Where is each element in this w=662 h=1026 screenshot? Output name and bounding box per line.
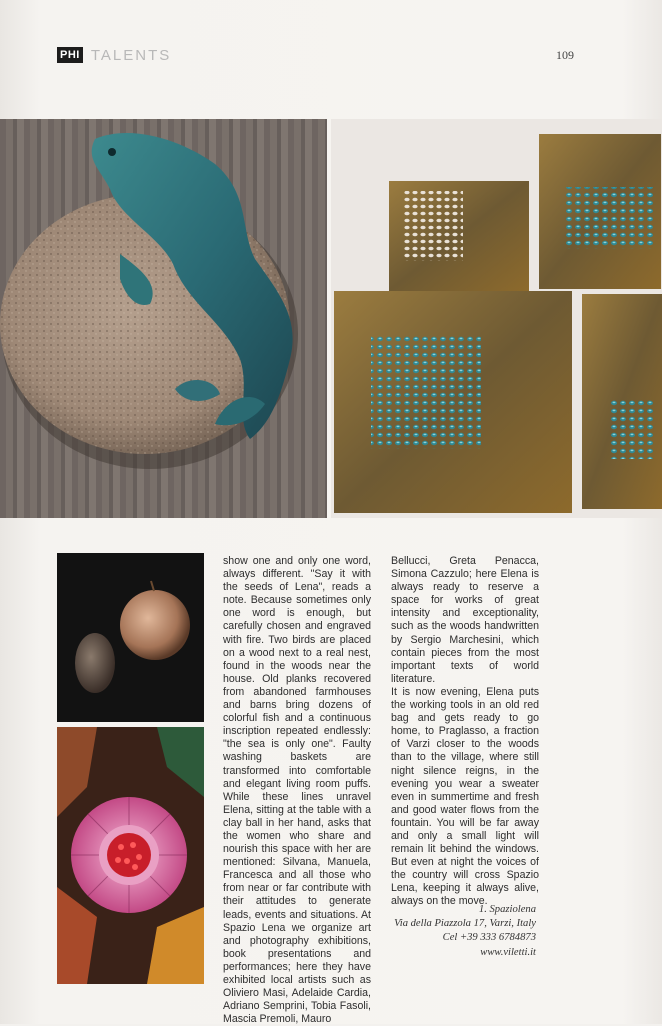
page-number: 109 — [556, 48, 574, 62]
venue-name: 1. Spaziolena — [478, 904, 536, 915]
ceramic-flower-photo — [57, 727, 204, 984]
ceramic-apples-photo — [57, 553, 204, 722]
section-title: TALENTS — [90, 46, 172, 64]
column-2-paragraph-2: It is now evening, Elena puts the working tools in an old red bag and gets ready to go home, to Praglasso, a fraction of Varzi closer to the woods than to the village, where still night silence reigns, in the evening you wear a sweater even in summertime and fresh and good water flows from the fountain. You will be far away and only a small light will remain lit behind the windows. But even at night the voices of the country will cross Spazio Lena, keeping it always alive, always on the move. — [391, 685, 539, 908]
article-column-2 — [391, 555, 539, 909]
venue-address: Via della Piazzola 17, Varzi, Italy — [394, 918, 536, 930]
page-header — [57, 46, 171, 64]
magazine-logo: PHI — [57, 47, 83, 63]
ceramic-tiles-photo — [331, 119, 662, 518]
venue-website[interactable]: www.viletti.it — [480, 946, 536, 958]
column-2-paragraph-1: Bellucci, Greta Penacca, Simona Cazzulo; here Elena is always ready to reserve a space for works of great intensity and exceptionality, such as the woods handwritten by Sergio Marchesini, which contain pieces from the most important texts of world literature. — [391, 555, 539, 685]
column-1-text: show one and only one word, always different. "Say it with the seeds of Lena", reads a note. Because sometimes only one word is enough, but carefully chosen and engraved with fire. Two birds are placed on a wood next to a real nest, found in the woods near the house. Old planks recovered from abandoned farmhouses and barns bring dozens of colorful fish and a continuous inscription repeated endlessly: "the sea is only one". Faulty washing baskets are transformed into comfortable and elegant living room puffs. While these lines unravel Elena, sitting at the table with a clay ball in her hand, asks that the women who share and nourish this space with her are mentioned: Silvana, Manuela, Francesca and all those who from near or far contribute with their attitudes to generate leads, events and situations. At Spazio Lena we organize art and photography exhibitions, book presentations and performances; here they have exhibited local artists such as Oliviero Masi, Adelaide Cardia, Adriano Semprini, Tobia Fasoli, Mascia Premoli, Mauro — [223, 555, 371, 1026]
venue-credits — [336, 903, 536, 960]
venue-phone: Cel +39 333 6784873 — [442, 932, 536, 944]
lizard-plate-photo — [0, 119, 327, 518]
